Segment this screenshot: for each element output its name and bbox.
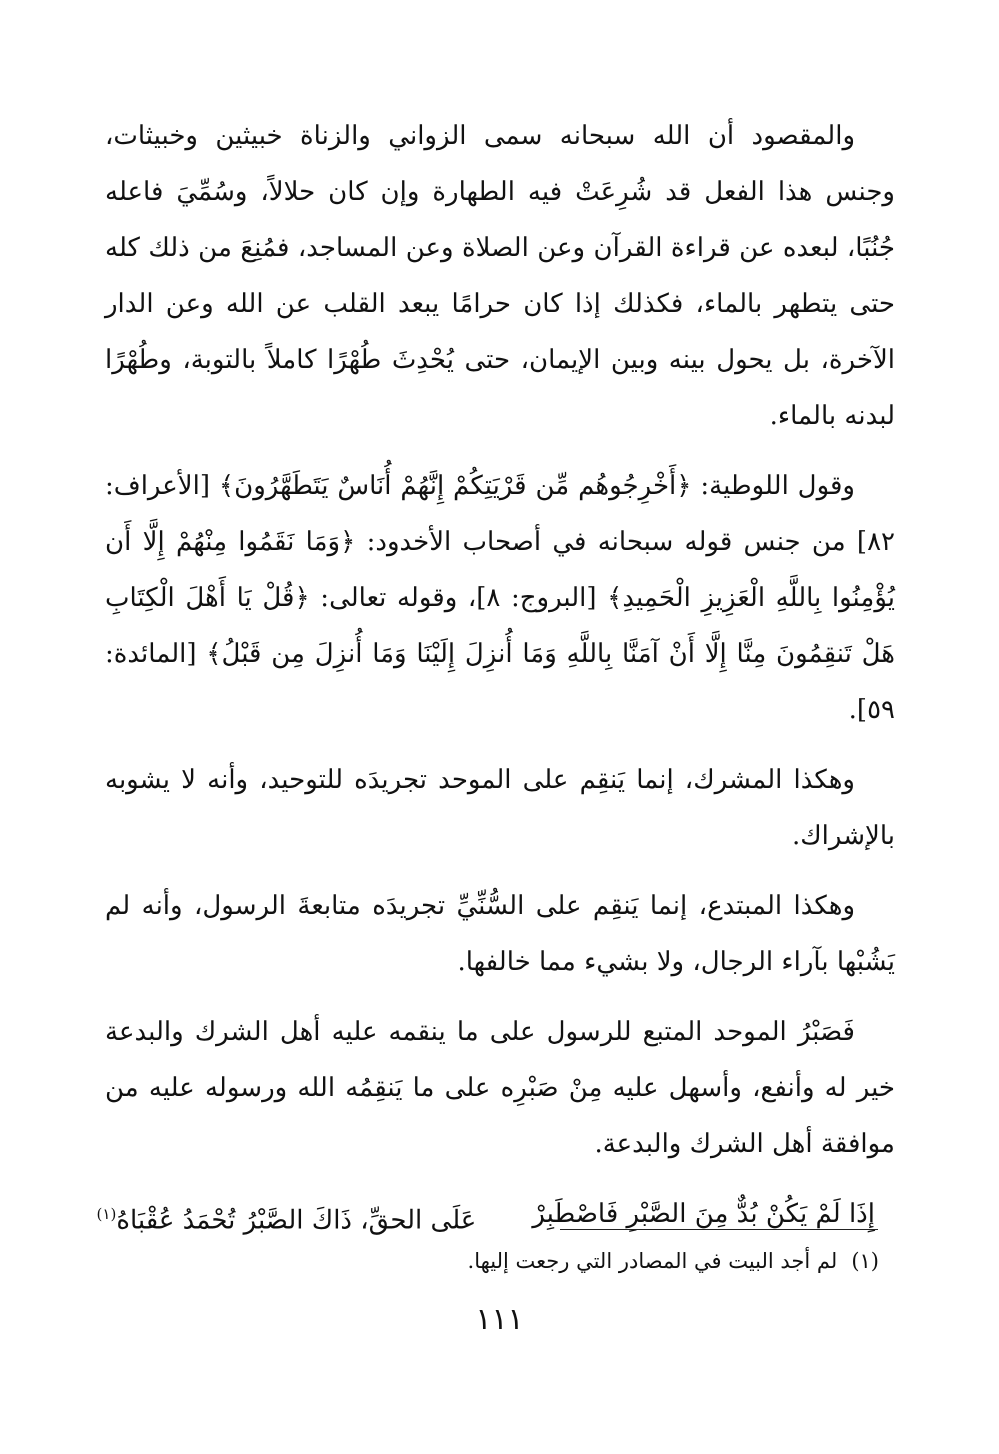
poetry-verse: [96, 1186, 895, 1249]
paragraph-lot-people: وقول اللوطية: ﴿أَخْرِجُوهُم مِّن قَرْيَتِكُمْ إِنَّهُمْ أُنَاسٌ يَتَطَهَّرُونَ﴾ [الأعراف: ٨٢] من جنس قوله سبحانه في أصحاب الأخدود: ﴿وَمَا نَقَمُوا مِنْهُمْ إِلَّا أَن يُؤْمِنُوا بِاللَّهِ الْعَزِيزِ الْحَمِيدِ﴾ [البروج: ٨]، وقوله تعالى: ﴿قُلْ يَا أَهْلَ الْكِتَابِ هَلْ تَنقِمُونَ مِنَّا إِلَّا أَنْ آمَنَّا بِاللَّهِ وَمَا أُنزِلَ إِلَيْنَا وَمَا أُنزِلَ مِن قَبْلُ﴾ [المائدة: ٥٩].: [105, 471, 895, 725]
paragraph-polytheist: وهكذا المشرك، إنما يَنقِم على الموحد تجريدَه للتوحيد، وأنه لا يشوبه بالإشراك.: [105, 765, 895, 851]
footnote-reference: (١): [96, 1205, 117, 1223]
footnote: [468, 1244, 879, 1278]
paragraph-purity: والمقصود أن الله سبحانه سمى الزواني والزناة خبيثين وخبيثات، وجنس هذا الفعل قد شُرِعَتْ فيه الطهارة وإن كان حلالاً، وسُمِّيَ فاعله جُنُبًا، لبعده عن قراءة القرآن وعن الصلاة وعن المساجد، فمُنِعَ من ذلك كله حتى يتطهر بالماء، فكذلك إذا كان حرامًا يبعد القلب عن الله وعن الدار الآخرة، بل يحول بينه وبين الإيمان، حتى يُحْدِثَ طُهْرًا كاملاً بالتوبة، وطُهْرًا لبدنه بالماء.: [105, 121, 895, 431]
footnote-divider: [560, 1229, 878, 1230]
verse-second-hemistich: [97, 1186, 477, 1249]
verse-first-hemistich: إِذَا لَمْ يَكُنْ بُدٌّ مِنَ الصَّبْرِ فَاصْطَبِرْ: [532, 1199, 875, 1229]
footnote-text: لم أجد البيت في المصادر التي رجعت إليها.: [467, 1249, 838, 1273]
page-body: [96, 108, 895, 1249]
verse-second-hemistich-text: عَلَى الحقِّ، ذَاكَ الصَّبْرُ تُحْمَدُ عُقْبَاهُ: [116, 1205, 477, 1236]
footnote-number: (١): [851, 1249, 879, 1273]
page-number: ١١١: [475, 1302, 524, 1337]
paragraph-innovator: وهكذا المبتدع، إنما يَنقِم على السُّنِّيِّ تجريدَه متابعةَ الرسول، وأنه لم يَشُبْها بآراء الرجال، ولا بشيء مما خالفها.: [105, 891, 895, 977]
paragraph-patience: فَصَبْرُ الموحد المتبع للرسول على ما ينقمه عليه أهل الشرك والبدعة خير له وأنفع، وأسهل عليه مِنْ صَبْرِه على ما يَنقِمُه الله ورسوله عليه من موافقة أهل الشرك والبدعة.: [105, 1017, 895, 1159]
